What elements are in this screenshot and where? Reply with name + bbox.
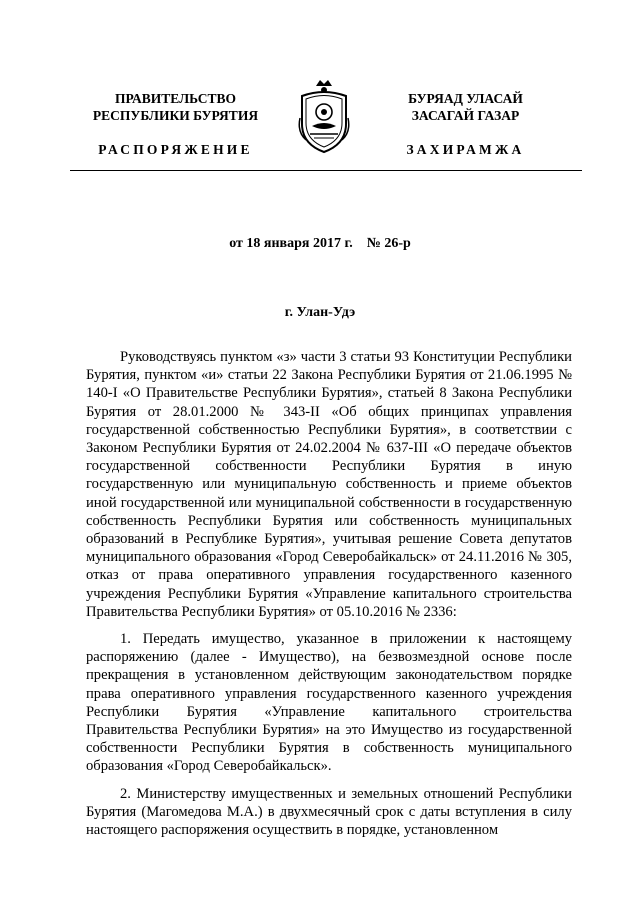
- government-title-bua-line1: БУРЯАД УЛАСАЙ: [408, 91, 523, 106]
- document-type-ru: РАСПОРЯЖЕНИЕ: [98, 142, 253, 157]
- government-title-line2: РЕСПУБЛИКИ БУРЯТИЯ: [92, 108, 259, 123]
- government-title-ru: [88, 90, 263, 124]
- header-divider: [70, 170, 582, 171]
- document-city: г. Улан-Удэ: [284, 305, 356, 320]
- document-body: [86, 348, 572, 848]
- paragraph-preamble: Руководствуясь пунктом «з» части 3 статьи 93 Конституции Республики Бурятия, пунктом «и» статьи 22 Закона Республики Бурятия от 21.06.1995 № 140-I «О Правительстве Республики Бурятия», статьей 8 Закона Республики Бурятия от 28.01.2000 № 343-II «Об общих принципах управления государственной собственностью Республики Бурятия», в соответствии с Законом Республики Бурятия от 24.02.2004 № 637-III «О передаче объектов государственной собственности Республики Бурятия в иную государственную или муниципальную собственность и приеме объектов иной государственной или муниципальной собственности в государственную собственность Республики Бурятия или собственность муниципальных образований в Республике Бурятия», учитывая решение Совета депутатов муниципального образования «Город Северобайкальск» от 24.11.2016 № 305, отказ от права оперативного управления государственного казенного учреждения Республики Бурятия «Управление капитального строительства Правительства Республики Бурятия» от 05.10.2016 № 2336:: [86, 349, 572, 620]
- government-title-bua: [378, 90, 553, 124]
- document-type-bua: ЗАХИРАМЖА: [406, 142, 525, 157]
- document-date: от 18 января 2017 г.: [229, 236, 353, 251]
- paragraph-item-2: 2. Министерству имущественных и земельных отношений Республики Бурятия (Магомедова М.А.) в двухмесячный срок с даты вступления в силу настоящего распоряжения осуществить в порядке, установленном: [86, 785, 572, 839]
- paragraph-item-1: 1. Передать имущество, указанное в приложении к настоящему распоряжению (далее - Имущество), на безвозмездной основе после прекращения в установленном действующим законодательством порядке права оперативного управления государственного казенного учреждения Республики Бурятия «Управление капитального строительства Правительства Республики Бурятия» на это Имущество из государственной собственности Республики Бурятия в собственность муниципального образования «Город Северобайкальск».: [86, 631, 572, 775]
- document-number: № 26-р: [366, 236, 411, 251]
- date-number-line: [0, 236, 640, 252]
- government-title-bua-line2: ЗАСАГАЙ ГАЗАР: [411, 108, 520, 123]
- government-title-line1: ПРАВИТЕЛЬСТВО: [114, 91, 236, 106]
- coat-of-arms-icon: [296, 78, 352, 156]
